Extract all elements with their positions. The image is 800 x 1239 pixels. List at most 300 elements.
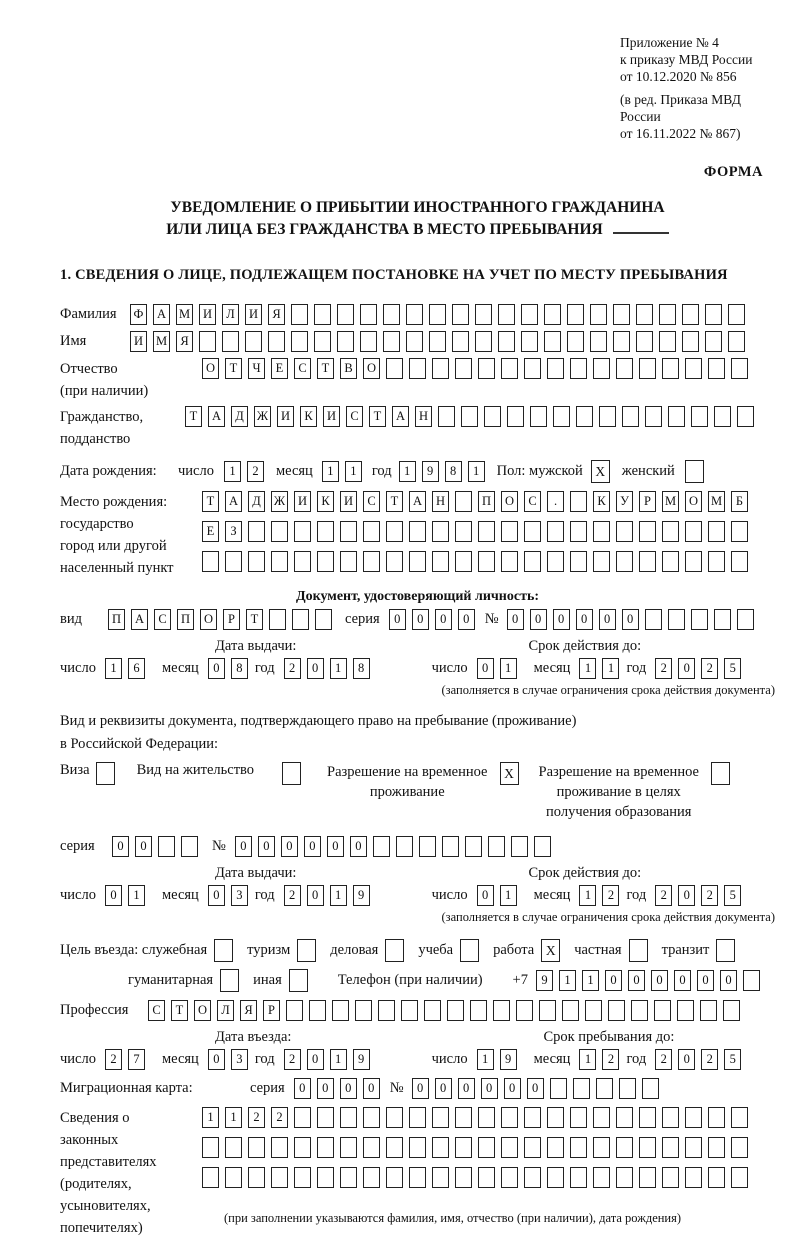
char-cell[interactable] — [199, 331, 216, 352]
char-cell[interactable] — [225, 1167, 242, 1188]
char-cell[interactable]: 1 — [579, 658, 596, 679]
char-cell[interactable]: 9 — [500, 1049, 517, 1070]
char-cell[interactable]: Т — [185, 406, 202, 427]
char-cell[interactable]: О — [363, 358, 380, 379]
char-cell[interactable]: Л — [217, 1000, 234, 1021]
char-cell[interactable] — [409, 1167, 426, 1188]
char-cell[interactable]: 1 — [330, 1049, 347, 1070]
checkbox-official[interactable] — [214, 939, 233, 962]
guardians-input-line1[interactable] — [202, 1107, 748, 1128]
char-cell[interactable] — [570, 1107, 587, 1128]
char-cell[interactable] — [708, 1137, 725, 1158]
char-cell[interactable] — [297, 939, 316, 962]
char-cell[interactable]: 6 — [128, 658, 145, 679]
residence-valid-day-input[interactable] — [477, 885, 517, 906]
char-cell[interactable] — [691, 609, 708, 630]
char-cell[interactable]: Т — [386, 491, 403, 512]
char-cell[interactable] — [291, 304, 308, 325]
char-cell[interactable] — [547, 358, 564, 379]
char-cell[interactable]: 1 — [559, 970, 576, 991]
char-cell[interactable] — [654, 1000, 671, 1021]
char-cell[interactable] — [662, 1107, 679, 1128]
char-cell[interactable]: 0 — [553, 609, 570, 630]
char-cell[interactable]: 3 — [231, 1049, 248, 1070]
char-cell[interactable] — [511, 836, 528, 857]
char-cell[interactable] — [337, 304, 354, 325]
char-cell[interactable] — [409, 1107, 426, 1128]
char-cell[interactable] — [432, 1137, 449, 1158]
char-cell[interactable] — [478, 551, 495, 572]
char-cell[interactable]: 0 — [304, 836, 321, 857]
char-cell[interactable] — [222, 331, 239, 352]
char-cell[interactable]: 0 — [599, 609, 616, 630]
char-cell[interactable] — [225, 551, 242, 572]
char-cell[interactable] — [662, 551, 679, 572]
char-cell[interactable]: X — [541, 939, 560, 962]
char-cell[interactable]: И — [294, 491, 311, 512]
checkbox-sex-female[interactable] — [685, 460, 704, 483]
char-cell[interactable]: 0 — [530, 609, 547, 630]
birthplace-input-line2[interactable] — [202, 521, 748, 542]
char-cell[interactable] — [409, 551, 426, 572]
residence-valid-month-input[interactable] — [579, 885, 619, 906]
char-cell[interactable] — [570, 551, 587, 572]
char-cell[interactable] — [478, 358, 495, 379]
char-cell[interactable] — [461, 406, 478, 427]
char-cell[interactable] — [340, 1137, 357, 1158]
char-cell[interactable]: Ж — [254, 406, 271, 427]
name-input[interactable] — [130, 331, 745, 352]
char-cell[interactable] — [685, 460, 704, 483]
char-cell[interactable] — [271, 1167, 288, 1188]
char-cell[interactable] — [493, 1000, 510, 1021]
char-cell[interactable] — [363, 551, 380, 572]
doc-valid-year-input[interactable] — [655, 658, 741, 679]
char-cell[interactable] — [629, 939, 648, 962]
char-cell[interactable] — [386, 1167, 403, 1188]
char-cell[interactable] — [613, 304, 630, 325]
char-cell[interactable] — [315, 609, 332, 630]
char-cell[interactable]: 0 — [258, 836, 275, 857]
char-cell[interactable]: . — [547, 491, 564, 512]
char-cell[interactable] — [317, 1137, 334, 1158]
char-cell[interactable] — [269, 609, 286, 630]
char-cell[interactable]: И — [323, 406, 340, 427]
char-cell[interactable]: 2 — [701, 1049, 718, 1070]
char-cell[interactable] — [570, 358, 587, 379]
char-cell[interactable] — [737, 406, 754, 427]
char-cell[interactable] — [616, 521, 633, 542]
char-cell[interactable]: А — [392, 406, 409, 427]
char-cell[interactable]: 0 — [327, 836, 344, 857]
char-cell[interactable]: Б — [731, 491, 748, 512]
char-cell[interactable] — [475, 331, 492, 352]
char-cell[interactable] — [337, 331, 354, 352]
char-cell[interactable]: 0 — [294, 1078, 311, 1099]
char-cell[interactable]: А — [131, 609, 148, 630]
char-cell[interactable] — [562, 1000, 579, 1021]
char-cell[interactable]: 5 — [724, 1049, 741, 1070]
char-cell[interactable] — [608, 1000, 625, 1021]
char-cell[interactable] — [455, 1107, 472, 1128]
char-cell[interactable]: 0 — [307, 1049, 324, 1070]
char-cell[interactable] — [547, 521, 564, 542]
char-cell[interactable] — [631, 1000, 648, 1021]
char-cell[interactable]: 0 — [697, 970, 714, 991]
doc-kind-input[interactable] — [108, 609, 332, 630]
char-cell[interactable]: Т — [317, 358, 334, 379]
birth-year-input[interactable] — [399, 461, 485, 482]
char-cell[interactable] — [716, 939, 735, 962]
char-cell[interactable] — [593, 358, 610, 379]
char-cell[interactable]: 8 — [231, 658, 248, 679]
char-cell[interactable]: 1 — [105, 658, 122, 679]
char-cell[interactable] — [685, 1137, 702, 1158]
char-cell[interactable]: Ф — [130, 304, 147, 325]
char-cell[interactable]: X — [500, 762, 519, 785]
birth-day-input[interactable] — [224, 461, 264, 482]
char-cell[interactable]: 2 — [655, 1049, 672, 1070]
char-cell[interactable]: 0 — [135, 836, 152, 857]
char-cell[interactable] — [662, 1167, 679, 1188]
char-cell[interactable] — [636, 304, 653, 325]
birthplace-input-line1[interactable] — [202, 491, 748, 512]
char-cell[interactable] — [317, 551, 334, 572]
char-cell[interactable]: Т — [171, 1000, 188, 1021]
char-cell[interactable]: 1 — [579, 1049, 596, 1070]
char-cell[interactable] — [383, 331, 400, 352]
doc-issue-year-input[interactable] — [284, 658, 370, 679]
char-cell[interactable] — [570, 1167, 587, 1188]
char-cell[interactable] — [386, 1107, 403, 1128]
char-cell[interactable] — [289, 969, 308, 992]
char-cell[interactable] — [705, 304, 722, 325]
char-cell[interactable]: 0 — [105, 885, 122, 906]
char-cell[interactable]: К — [593, 491, 610, 512]
char-cell[interactable]: 2 — [248, 1107, 265, 1128]
char-cell[interactable] — [317, 521, 334, 542]
char-cell[interactable] — [547, 1137, 564, 1158]
char-cell[interactable]: В — [340, 358, 357, 379]
char-cell[interactable] — [682, 331, 699, 352]
char-cell[interactable] — [685, 1167, 702, 1188]
char-cell[interactable] — [409, 1137, 426, 1158]
char-cell[interactable]: П — [177, 609, 194, 630]
char-cell[interactable]: 0 — [678, 658, 695, 679]
doc-issue-day-input[interactable] — [105, 658, 145, 679]
char-cell[interactable] — [452, 304, 469, 325]
char-cell[interactable] — [570, 521, 587, 542]
char-cell[interactable] — [616, 1107, 633, 1128]
char-cell[interactable] — [645, 406, 662, 427]
char-cell[interactable] — [498, 331, 515, 352]
char-cell[interactable] — [409, 521, 426, 542]
char-cell[interactable]: Е — [271, 358, 288, 379]
char-cell[interactable] — [385, 939, 404, 962]
char-cell[interactable]: А — [208, 406, 225, 427]
char-cell[interactable]: 0 — [678, 885, 695, 906]
char-cell[interactable]: Т — [225, 358, 242, 379]
char-cell[interactable]: 1 — [579, 885, 596, 906]
char-cell[interactable]: 0 — [281, 836, 298, 857]
char-cell[interactable]: 2 — [284, 885, 301, 906]
char-cell[interactable]: 1 — [330, 885, 347, 906]
char-cell[interactable] — [593, 1167, 610, 1188]
char-cell[interactable] — [708, 1167, 725, 1188]
char-cell[interactable] — [438, 406, 455, 427]
char-cell[interactable]: 2 — [655, 658, 672, 679]
char-cell[interactable] — [662, 1137, 679, 1158]
char-cell[interactable] — [593, 551, 610, 572]
char-cell[interactable] — [530, 406, 547, 427]
char-cell[interactable]: 1 — [500, 885, 517, 906]
char-cell[interactable]: М — [708, 491, 725, 512]
char-cell[interactable] — [432, 1107, 449, 1128]
char-cell[interactable]: С — [294, 358, 311, 379]
char-cell[interactable] — [424, 1000, 441, 1021]
char-cell[interactable] — [524, 358, 541, 379]
char-cell[interactable]: О — [200, 609, 217, 630]
char-cell[interactable] — [622, 406, 639, 427]
char-cell[interactable] — [645, 609, 662, 630]
doc-series-input[interactable] — [389, 609, 475, 630]
char-cell[interactable]: С — [346, 406, 363, 427]
char-cell[interactable]: Ч — [248, 358, 265, 379]
char-cell[interactable]: 2 — [701, 885, 718, 906]
char-cell[interactable]: 1 — [345, 461, 362, 482]
char-cell[interactable] — [248, 1167, 265, 1188]
char-cell[interactable] — [248, 551, 265, 572]
char-cell[interactable]: Я — [240, 1000, 257, 1021]
checkbox-transit[interactable] — [716, 939, 735, 962]
char-cell[interactable] — [498, 304, 515, 325]
char-cell[interactable]: Р — [639, 491, 656, 512]
char-cell[interactable] — [401, 1000, 418, 1021]
char-cell[interactable] — [202, 1137, 219, 1158]
char-cell[interactable] — [455, 1137, 472, 1158]
char-cell[interactable]: 2 — [701, 658, 718, 679]
char-cell[interactable] — [248, 1137, 265, 1158]
char-cell[interactable] — [455, 551, 472, 572]
char-cell[interactable] — [271, 1137, 288, 1158]
checkbox-tourism[interactable] — [297, 939, 316, 962]
residence-issue-year-input[interactable] — [284, 885, 370, 906]
migration-card-number-input[interactable] — [412, 1078, 659, 1099]
residence-valid-year-input[interactable] — [655, 885, 741, 906]
char-cell[interactable] — [547, 1107, 564, 1128]
char-cell[interactable]: 9 — [422, 461, 439, 482]
char-cell[interactable] — [639, 1107, 656, 1128]
char-cell[interactable]: 5 — [724, 885, 741, 906]
char-cell[interactable]: К — [317, 491, 334, 512]
char-cell[interactable]: 0 — [720, 970, 737, 991]
char-cell[interactable] — [524, 1167, 541, 1188]
char-cell[interactable] — [340, 521, 357, 542]
char-cell[interactable]: З — [225, 521, 242, 542]
char-cell[interactable]: 0 — [435, 609, 452, 630]
char-cell[interactable]: 1 — [330, 658, 347, 679]
char-cell[interactable]: Ж — [271, 491, 288, 512]
char-cell[interactable] — [501, 1167, 518, 1188]
checkbox-residence-permit[interactable] — [282, 762, 301, 785]
char-cell[interactable] — [668, 406, 685, 427]
char-cell[interactable] — [516, 1000, 533, 1021]
surname-input[interactable] — [130, 304, 745, 325]
char-cell[interactable]: М — [153, 331, 170, 352]
char-cell[interactable] — [248, 521, 265, 542]
char-cell[interactable] — [668, 609, 685, 630]
char-cell[interactable]: Р — [263, 1000, 280, 1021]
char-cell[interactable] — [309, 1000, 326, 1021]
char-cell[interactable] — [639, 551, 656, 572]
char-cell[interactable] — [659, 304, 676, 325]
profession-input[interactable] — [148, 1000, 740, 1021]
char-cell[interactable]: 2 — [247, 461, 264, 482]
entry-year-input[interactable] — [284, 1049, 370, 1070]
doc-valid-day-input[interactable] — [477, 658, 517, 679]
char-cell[interactable] — [708, 551, 725, 572]
char-cell[interactable] — [271, 551, 288, 572]
char-cell[interactable]: 0 — [389, 609, 406, 630]
char-cell[interactable] — [534, 836, 551, 857]
guardians-input-line2[interactable] — [202, 1137, 748, 1158]
char-cell[interactable] — [731, 551, 748, 572]
char-cell[interactable] — [478, 1167, 495, 1188]
char-cell[interactable] — [314, 304, 331, 325]
char-cell[interactable] — [432, 551, 449, 572]
char-cell[interactable] — [524, 521, 541, 542]
char-cell[interactable]: П — [108, 609, 125, 630]
char-cell[interactable] — [662, 521, 679, 542]
char-cell[interactable] — [478, 1107, 495, 1128]
char-cell[interactable] — [596, 1078, 613, 1099]
char-cell[interactable] — [682, 304, 699, 325]
char-cell[interactable] — [544, 304, 561, 325]
char-cell[interactable]: О — [194, 1000, 211, 1021]
char-cell[interactable] — [593, 1107, 610, 1128]
char-cell[interactable]: 0 — [208, 885, 225, 906]
char-cell[interactable] — [340, 1107, 357, 1128]
char-cell[interactable] — [383, 304, 400, 325]
char-cell[interactable]: 2 — [271, 1107, 288, 1128]
char-cell[interactable] — [360, 331, 377, 352]
char-cell[interactable]: И — [340, 491, 357, 512]
char-cell[interactable]: 1 — [582, 970, 599, 991]
char-cell[interactable] — [378, 1000, 395, 1021]
char-cell[interactable]: Я — [176, 331, 193, 352]
char-cell[interactable]: 0 — [317, 1078, 334, 1099]
char-cell[interactable] — [501, 551, 518, 572]
char-cell[interactable]: 0 — [235, 836, 252, 857]
doc-issue-month-input[interactable] — [208, 658, 248, 679]
char-cell[interactable] — [447, 1000, 464, 1021]
char-cell[interactable] — [202, 551, 219, 572]
char-cell[interactable]: 0 — [477, 885, 494, 906]
char-cell[interactable] — [714, 609, 731, 630]
char-cell[interactable]: 1 — [399, 461, 416, 482]
char-cell[interactable] — [386, 358, 403, 379]
char-cell[interactable] — [406, 304, 423, 325]
residence-issue-month-input[interactable] — [208, 885, 248, 906]
char-cell[interactable] — [728, 304, 745, 325]
char-cell[interactable] — [225, 1137, 242, 1158]
char-cell[interactable] — [386, 551, 403, 572]
char-cell[interactable] — [639, 1137, 656, 1158]
char-cell[interactable] — [642, 1078, 659, 1099]
char-cell[interactable]: 1 — [128, 885, 145, 906]
char-cell[interactable]: 1 — [225, 1107, 242, 1128]
char-cell[interactable]: 2 — [284, 1049, 301, 1070]
char-cell[interactable]: К — [300, 406, 317, 427]
char-cell[interactable]: 1 — [202, 1107, 219, 1128]
entry-month-input[interactable] — [208, 1049, 248, 1070]
char-cell[interactable]: И — [130, 331, 147, 352]
char-cell[interactable] — [616, 1137, 633, 1158]
char-cell[interactable]: 9 — [353, 885, 370, 906]
char-cell[interactable] — [639, 521, 656, 542]
char-cell[interactable]: 0 — [477, 658, 494, 679]
char-cell[interactable] — [593, 1137, 610, 1158]
char-cell[interactable]: 1 — [322, 461, 339, 482]
char-cell[interactable] — [714, 406, 731, 427]
char-cell[interactable] — [470, 1000, 487, 1021]
char-cell[interactable] — [576, 406, 593, 427]
char-cell[interactable]: 0 — [507, 609, 524, 630]
char-cell[interactable]: И — [199, 304, 216, 325]
char-cell[interactable]: 2 — [602, 885, 619, 906]
char-cell[interactable] — [691, 406, 708, 427]
char-cell[interactable] — [455, 358, 472, 379]
char-cell[interactable] — [292, 609, 309, 630]
char-cell[interactable]: 9 — [353, 1049, 370, 1070]
char-cell[interactable]: 0 — [112, 836, 129, 857]
char-cell[interactable]: 7 — [128, 1049, 145, 1070]
char-cell[interactable] — [355, 1000, 372, 1021]
char-cell[interactable] — [396, 836, 413, 857]
char-cell[interactable] — [507, 406, 524, 427]
char-cell[interactable]: 0 — [458, 609, 475, 630]
char-cell[interactable] — [406, 331, 423, 352]
char-cell[interactable]: С — [524, 491, 541, 512]
char-cell[interactable] — [294, 551, 311, 572]
char-cell[interactable] — [585, 1000, 602, 1021]
char-cell[interactable] — [524, 1137, 541, 1158]
entry-day-input[interactable] — [105, 1049, 145, 1070]
char-cell[interactable] — [731, 358, 748, 379]
char-cell[interactable] — [685, 521, 702, 542]
char-cell[interactable] — [282, 762, 301, 785]
char-cell[interactable]: Д — [231, 406, 248, 427]
char-cell[interactable] — [429, 304, 446, 325]
char-cell[interactable] — [685, 358, 702, 379]
char-cell[interactable]: 0 — [340, 1078, 357, 1099]
char-cell[interactable] — [202, 1167, 219, 1188]
char-cell[interactable]: 0 — [307, 658, 324, 679]
char-cell[interactable]: 0 — [435, 1078, 452, 1099]
char-cell[interactable]: С — [148, 1000, 165, 1021]
char-cell[interactable]: 0 — [481, 1078, 498, 1099]
char-cell[interactable] — [521, 304, 538, 325]
char-cell[interactable] — [685, 1107, 702, 1128]
char-cell[interactable] — [677, 1000, 694, 1021]
patronymic-input[interactable] — [202, 358, 748, 379]
char-cell[interactable]: П — [478, 491, 495, 512]
char-cell[interactable] — [685, 551, 702, 572]
checkbox-other[interactable] — [289, 969, 308, 992]
char-cell[interactable]: С — [154, 609, 171, 630]
char-cell[interactable] — [731, 1137, 748, 1158]
char-cell[interactable]: 2 — [105, 1049, 122, 1070]
